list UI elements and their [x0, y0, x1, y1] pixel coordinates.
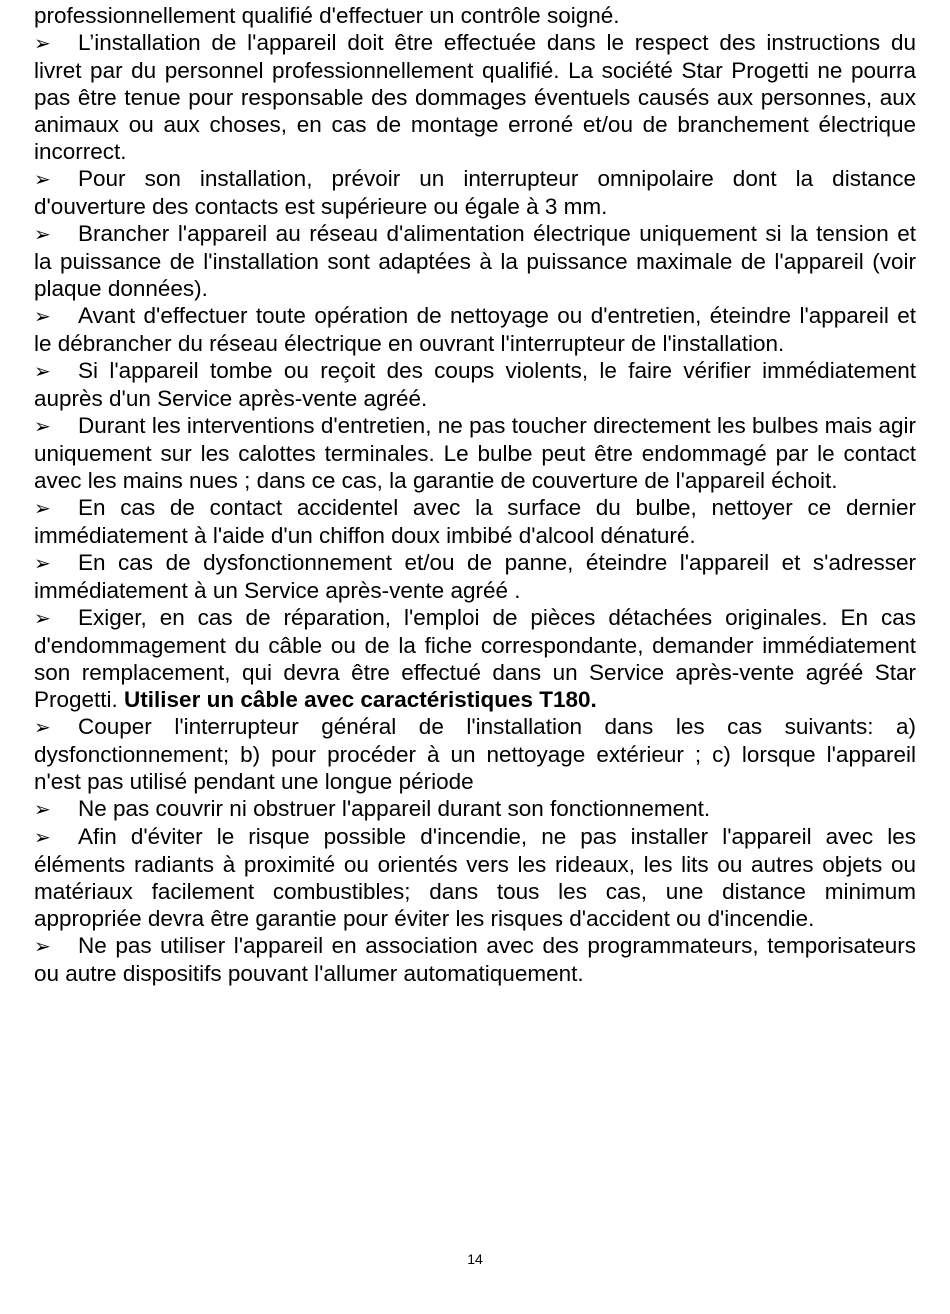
bullet-item — [34, 713, 916, 795]
arrow-bullet-icon: ➢ — [34, 551, 51, 575]
arrow-bullet-icon: ➢ — [34, 825, 51, 849]
bullet-item — [34, 823, 916, 932]
arrow-bullet-icon: ➢ — [34, 606, 51, 630]
arrow-bullet-icon: ➢ — [34, 167, 51, 191]
bullet-item — [34, 302, 916, 357]
bullet-text: Ne pas couvrir ni obstruer l'appareil durant son fonctionnement. — [78, 796, 711, 821]
arrow-bullet-icon: ➢ — [34, 715, 51, 739]
bullet-text: Brancher l'appareil au réseau d'alimentation électrique uniquement si la tension et la puissance de l'installation sont adaptées à la puissance maximale de l'appareil (voir plaque données). — [34, 221, 916, 301]
bullet-item — [34, 29, 916, 165]
arrow-bullet-icon: ➢ — [34, 222, 51, 246]
bullet-text: L’installation de l'appareil doit être effectuée dans le respect des instructions du livret par du personnel professionnellement qualifié. La société Star Progetti ne pourra pas être tenue pour responsable des dommages éventuels causés aux personnes, aux animaux ou aux choses, en cas de montage erroné et/ou de branchement électrique incorrect. — [34, 30, 916, 164]
bullet-text: Pour son installation, prévoir un interrupteur omnipolaire dont la distance d'ouverture des contacts est supérieure ou égale à 3 mm. — [34, 166, 916, 219]
bullet-item — [34, 357, 916, 412]
bullet-item — [34, 549, 916, 604]
bullet-bold-text: Utiliser un câble avec caractéristiques T180. — [124, 687, 597, 712]
bullet-text: Exiger, en cas de réparation, l'emploi de pièces détachées originales. En cas d'endommagement du câble ou de la fiche correspondante, demander immédiatement son remplacement, qui devra être effectué dans un Service après-vente agréé Star Progetti. — [34, 605, 916, 712]
arrow-bullet-icon: ➢ — [34, 304, 51, 328]
bullet-text: Couper l'interrupteur général de l'installation dans les cas suivants: a) dysfonctionnement; b) pour procéder à un nettoyage extérieur ; c) lorsque l'appareil n'est pas utilisé pendant une longue période — [34, 714, 916, 794]
arrow-bullet-icon: ➢ — [34, 496, 51, 520]
bullet-list — [34, 29, 916, 987]
arrow-bullet-icon: ➢ — [34, 934, 51, 958]
bullet-text: Afin d'éviter le risque possible d'incendie, ne pas installer l'appareil avec les éléments radiants à proximité ou orientés vers les rideaux, les lits ou autres objets ou matériaux facilement combustibles; dans tous les cas, une distance minimum appropriée devra être garantie pour éviter les risques d'accident ou d'incendie. — [34, 824, 916, 931]
intro-line: professionnellement qualifié d'effectuer un contrôle soigné. — [34, 3, 620, 28]
bullet-item — [34, 412, 916, 494]
bullet-text: Ne pas utiliser l'appareil en association avec des programmateurs, temporisateurs ou autre dispositifs pouvant l'allumer automatiquement. — [34, 933, 916, 986]
document-body — [34, 2, 916, 987]
bullet-item — [34, 604, 916, 713]
bullet-text: Durant les interventions d'entretien, ne pas toucher directement les bulbes mais agir uniquement sur les calottes terminales. Le bulbe peut être endommagé par le contact avec les mains nues ; dans ce cas, la garantie de couverture de l'appareil échoit. — [34, 413, 916, 493]
arrow-bullet-icon: ➢ — [34, 31, 51, 55]
arrow-bullet-icon: ➢ — [34, 359, 51, 383]
page-number: 14 — [467, 1251, 483, 1267]
bullet-item — [34, 494, 916, 549]
bullet-item — [34, 932, 916, 987]
bullet-item — [34, 220, 916, 302]
bullet-text: Avant d'effectuer toute opération de nettoyage ou d'entretien, éteindre l'appareil et le débrancher du réseau électrique en ouvrant l'interrupteur de l'installation. — [34, 303, 916, 356]
bullet-text: En cas de contact accidentel avec la surface du bulbe, nettoyer ce dernier immédiatement à l'aide d'un chiffon doux imbibé d'alcool dénaturé. — [34, 495, 916, 548]
bullet-text: En cas de dysfonctionnement et/ou de panne, éteindre l'appareil et s'adresser immédiatement à un Service après-vente agréé . — [34, 550, 916, 603]
bullet-text: Si l'appareil tombe ou reçoit des coups violents, le faire vérifier immédiatement auprès d'un Service après-vente agréé. — [34, 358, 916, 411]
bullet-item — [34, 165, 916, 220]
arrow-bullet-icon: ➢ — [34, 414, 51, 438]
bullet-item — [34, 795, 916, 823]
arrow-bullet-icon: ➢ — [34, 797, 51, 821]
